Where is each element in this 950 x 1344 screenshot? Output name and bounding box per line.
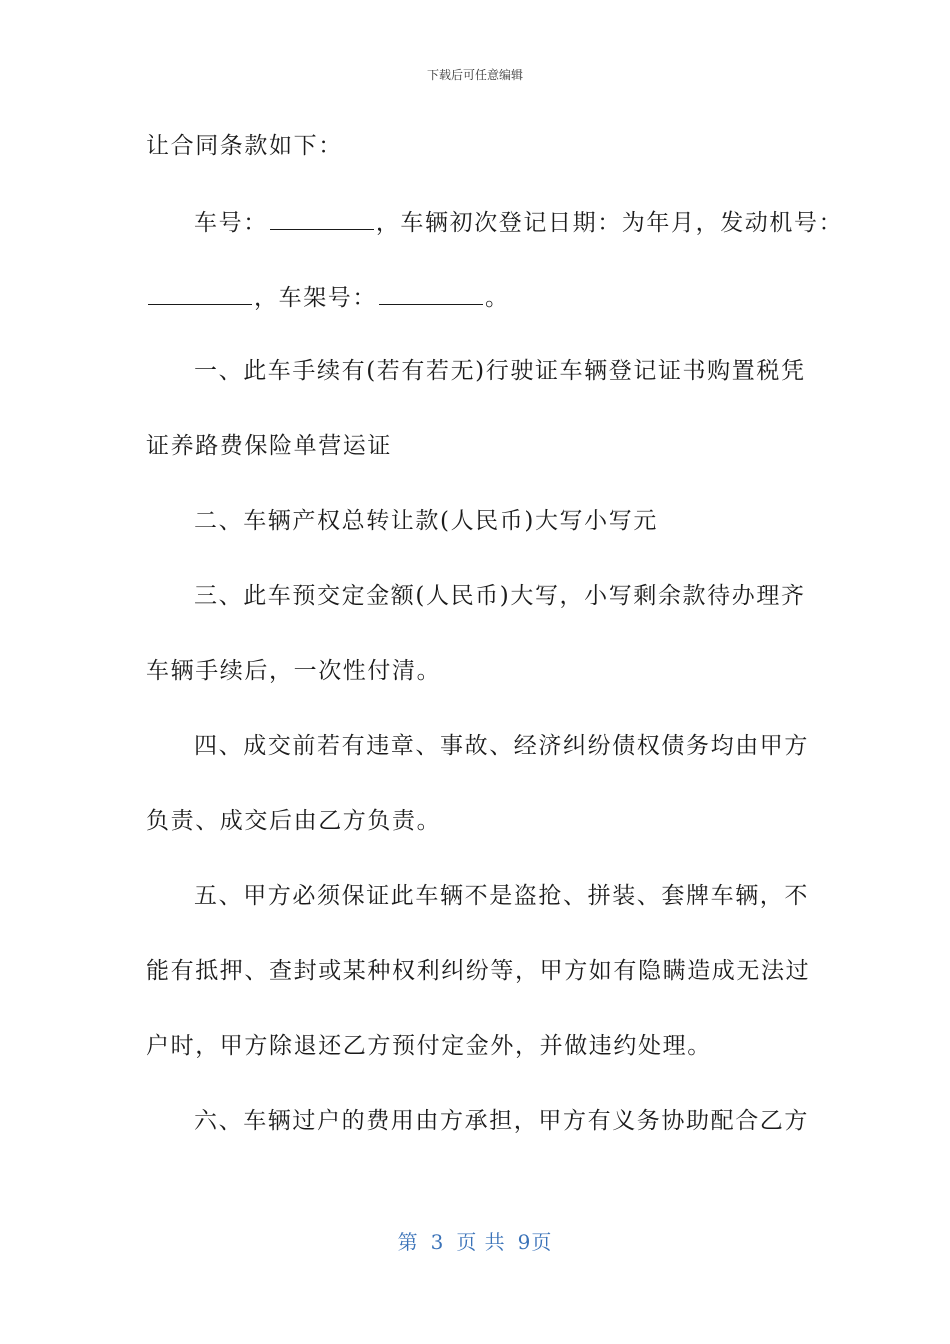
label-period: 。	[485, 285, 510, 311]
clause-5-line-2: 能有抵押、查封或某种权利纠纷等，甲方如有隐瞒造成无法过	[146, 958, 811, 984]
clause-1-line-1: 一、此车手续有(若有若无)行驶证车辆登记证书购置税凭	[194, 358, 806, 384]
clause-4-line-2: 负责、成交后由乙方负责。	[146, 808, 442, 834]
page-label-mid: 页 共	[456, 1230, 506, 1254]
label-plate-number: 车号：	[194, 210, 268, 236]
header-note: 下载后可任意编辑	[426, 68, 523, 82]
clause-5-line-1: 五、甲方必须保证此车辆不是盗抢、拼装、套牌车辆，不	[194, 883, 809, 909]
page-number-footer	[0, 1226, 950, 1255]
page-current: 3	[430, 1230, 445, 1254]
document-body	[146, 128, 844, 1178]
page-label-prefix: 第	[397, 1230, 419, 1254]
clause-3-line-1: 三、此车预交定金额(人民币)大写，小写剩余款待办理齐	[194, 583, 806, 609]
body-line-vehicle-info	[146, 203, 844, 240]
page-total: 9页	[517, 1230, 553, 1254]
clause-2-line-1: 二、车辆产权总转让款(人民币)大写小写元	[194, 508, 658, 534]
blank-plate-number[interactable]	[270, 203, 374, 230]
blank-frame-number[interactable]	[379, 278, 483, 305]
clause-6-line-1: 六、车辆过户的费用由方承担，甲方有义务协助配合乙方	[194, 1108, 809, 1134]
body-line-1: 让合同条款如下：	[146, 133, 343, 159]
clause-3-line-2: 车辆手续后，一次性付清。	[146, 658, 442, 684]
label-frame-number: ，车架号：	[254, 285, 377, 311]
clause-4-line-1: 四、成交前若有违章、事故、经济纠纷债权债务均由甲方	[194, 733, 809, 759]
blank-engine-number[interactable]	[148, 278, 252, 305]
clause-1-line-2: 证养路费保险单营运证	[146, 433, 392, 459]
body-line-engine-frame	[146, 278, 806, 315]
label-register-date-engine: ，车辆初次登记日期：为年月，发动机号：	[375, 210, 844, 236]
clause-5-line-3: 户时，甲方除退还乙方预付定金外，并做违约处理。	[146, 1033, 712, 1059]
